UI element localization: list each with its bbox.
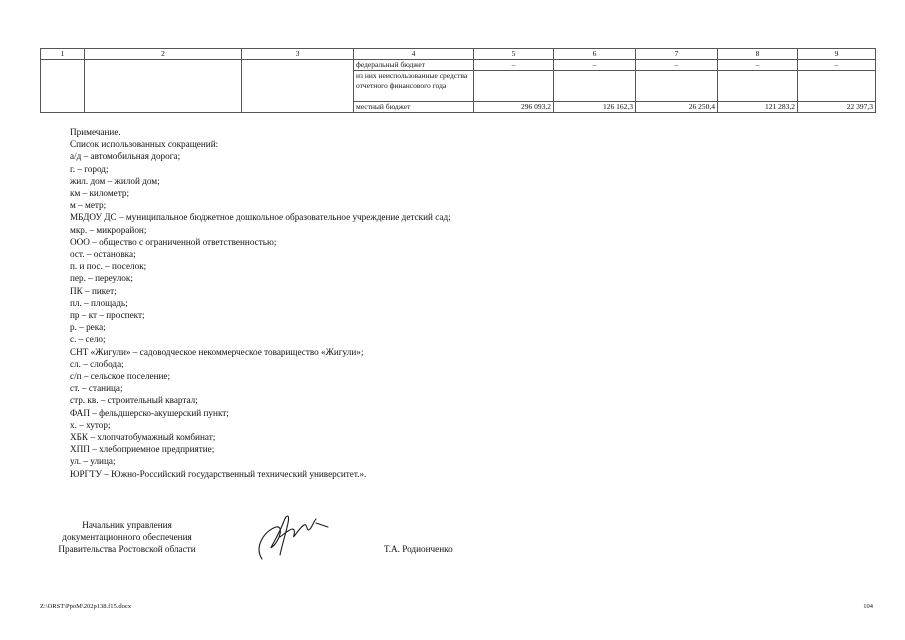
column-number: 2 xyxy=(85,49,242,60)
abbreviation-item: стр. кв. – строительный квартал; xyxy=(70,395,198,406)
column-number: 8 xyxy=(718,49,798,60)
abbreviations-title: Список использованных сокращений: xyxy=(70,139,219,150)
abbreviation-item: ФАП – фельдшерско-акушерский пункт; xyxy=(70,407,229,418)
column-number: 3 xyxy=(242,49,354,60)
abbreviation-item: с/п – сельское поселение; xyxy=(70,371,171,382)
file-path: Z:\ORST\PpoM\202p138.f15.docx xyxy=(40,603,132,610)
abbreviation-item: с. – село; xyxy=(70,334,106,345)
abbreviation-item: мкр. – микрорайон; xyxy=(70,224,147,235)
table-cell: 126 162,3 xyxy=(554,102,636,113)
abbreviation-item: пер. – переулок; xyxy=(70,273,133,284)
row-label: из них неиспользованные средства отчетного финансового года xyxy=(354,71,474,102)
column-number: 1 xyxy=(41,49,85,60)
table-cell: – xyxy=(718,60,798,71)
budget-table xyxy=(40,48,876,113)
notes-section xyxy=(70,126,451,480)
table-row xyxy=(41,60,876,71)
abbreviation-item: ООО – общество с ограниченной ответственностью; xyxy=(70,236,277,247)
table-cell: 296 093,2 xyxy=(474,102,554,113)
abbreviation-item: ост. – остановка; xyxy=(70,249,136,260)
table-cell-empty xyxy=(242,60,354,113)
position-line: Начальник управления xyxy=(82,520,172,530)
column-number: 4 xyxy=(354,49,474,60)
signatory-position xyxy=(40,519,214,556)
abbreviation-item: ул. – улица; xyxy=(70,456,116,467)
table-cell: 121 283,2 xyxy=(718,102,798,113)
abbreviation-item: м – метр; xyxy=(70,200,107,211)
table-cell-empty xyxy=(85,60,242,113)
abbreviation-item: ЮРГТУ – Южно-Российский государственный технический университет.». xyxy=(70,468,367,479)
abbreviation-item: ст. – станица; xyxy=(70,383,123,394)
table-header-row xyxy=(41,49,876,60)
column-number: 7 xyxy=(636,49,718,60)
column-number: 6 xyxy=(554,49,636,60)
abbreviation-item: а/д – автомобильная дорога; xyxy=(70,151,181,162)
abbreviation-item: ПК – пикет; xyxy=(70,285,117,296)
abbreviation-item: жил. дом – жилой дом; xyxy=(70,175,160,186)
position-line: документационного обеспечения xyxy=(62,532,192,543)
abbreviation-item: пл. – площадь; xyxy=(70,297,128,308)
abbreviation-item: г. – город; xyxy=(70,163,109,174)
abbreviation-item: ХБК – хлопчатобумажный комбинат; xyxy=(70,432,216,443)
table-cell: – xyxy=(554,60,636,71)
table-cell xyxy=(636,71,718,102)
abbreviation-item: МБДОУ ДС – муниципальное бюджетное дошкольное образовательное учреждение детский сад; xyxy=(70,212,451,223)
table-cell xyxy=(718,71,798,102)
row-label: федеральный бюджет xyxy=(354,60,474,71)
page-number: 104 xyxy=(863,603,873,610)
table-cell: 22 397,3 xyxy=(798,102,876,113)
table-cell xyxy=(554,71,636,102)
table-cell-empty xyxy=(41,60,85,113)
notes-title: Примечание. xyxy=(70,127,121,137)
table-cell: – xyxy=(798,60,876,71)
abbreviation-item: СНТ «Жигули» – садоводческое некоммерческое товарищество «Жигули»; xyxy=(70,346,364,357)
table-cell xyxy=(798,71,876,102)
column-number: 5 xyxy=(474,49,554,60)
abbreviation-item: км – километр; xyxy=(70,188,130,199)
table-cell: – xyxy=(474,60,554,71)
signatory-name: Т.А. Родионченко xyxy=(384,544,453,554)
abbreviation-item: х. – хутор; xyxy=(70,419,111,430)
table-cell xyxy=(474,71,554,102)
column-number: 9 xyxy=(798,49,876,60)
table-cell: 26 250,4 xyxy=(636,102,718,113)
abbreviation-item: п. и пос. – поселок; xyxy=(70,261,147,272)
handwritten-signature xyxy=(250,507,340,567)
abbreviation-item: пр – кт – проспект; xyxy=(70,310,145,321)
table-cell: – xyxy=(636,60,718,71)
position-line: Правительства Ростовской области xyxy=(58,544,196,555)
row-label: местный бюджет xyxy=(354,102,474,113)
abbreviation-item: р. – река; xyxy=(70,322,106,333)
abbreviation-item: сл. – слобода; xyxy=(70,358,124,369)
abbreviation-item: ХПП – хлебоприемное предприятие; xyxy=(70,444,215,455)
